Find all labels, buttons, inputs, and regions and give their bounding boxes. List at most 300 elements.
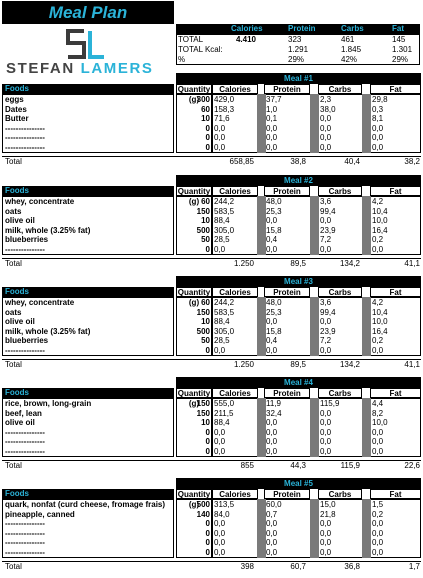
food-fat: 4,2 — [372, 298, 384, 307]
total-protein: 60,7 — [290, 562, 306, 571]
food-calories: 0,0 — [214, 528, 226, 538]
meal-total-row — [2, 359, 421, 370]
food-quantity[interactable]: 0 — [205, 519, 210, 528]
food-protein: 0,0 — [266, 519, 278, 528]
calories-header: Calories — [212, 84, 258, 94]
summary-row-kcal — [176, 45, 420, 55]
food-quantity[interactable]: 0 — [205, 133, 210, 142]
food-fat: 0,0 — [372, 133, 384, 142]
total-label: Total — [5, 259, 22, 268]
summary-value: 29% — [392, 55, 409, 64]
food-calories: 0,0 — [214, 446, 226, 456]
food-calories: 0,0 — [214, 142, 226, 152]
food-quantity[interactable]: 60 — [201, 298, 210, 307]
food-row — [2, 235, 421, 244]
food-fat: 10,0 — [372, 216, 388, 225]
food-fat: 0,2 — [372, 509, 384, 519]
protein-header: Protein — [264, 489, 310, 499]
qty-header: Quantity (g) — [177, 85, 211, 104]
title-bar — [2, 1, 174, 24]
food-fat: 0,0 — [372, 123, 384, 133]
food-carbs: 23,9 — [320, 225, 336, 235]
fat-header: Fat — [370, 84, 421, 94]
food-row — [2, 418, 421, 427]
total-carbs: 134,2 — [339, 259, 360, 268]
food-carbs: 0,0 — [320, 123, 332, 133]
food-quantity[interactable]: 0 — [205, 123, 210, 133]
food-quantity[interactable]: 50 — [201, 336, 210, 345]
food-row — [2, 529, 421, 538]
food-quantity[interactable]: 50 — [201, 235, 210, 244]
food-name[interactable]: --------------- — [5, 142, 45, 152]
summary-value: 1.291 — [288, 45, 309, 54]
food-protein: 0,0 — [266, 446, 278, 456]
food-quantity[interactable]: 60 — [201, 104, 210, 114]
food-quantity[interactable]: 500 — [196, 225, 210, 235]
food-fat: 8,2 — [372, 408, 384, 418]
food-calories: 305,0 — [214, 326, 235, 336]
food-fat: 0,2 — [372, 235, 384, 244]
food-protein: 0,7 — [266, 509, 278, 519]
food-row — [2, 133, 421, 142]
total-protein: 38,8 — [290, 157, 306, 166]
calories-header: Calories — [212, 287, 258, 297]
protein-header: Protein — [264, 186, 310, 196]
food-name[interactable]: Dates — [5, 104, 27, 114]
brand-name-left: STEFAN — [6, 60, 75, 77]
brand-logo — [2, 24, 174, 76]
food-protein: 0,0 — [266, 437, 278, 446]
food-protein: 0,0 — [266, 547, 278, 557]
meal-total-row — [2, 258, 421, 269]
qty-header: Quantity (g) — [177, 389, 211, 408]
food-protein: 0,0 — [266, 528, 278, 538]
total-fat: 22,6 — [404, 461, 420, 470]
food-name[interactable]: Butter — [5, 114, 29, 123]
food-row — [2, 447, 421, 456]
foods-header: Foods — [2, 186, 174, 196]
food-name[interactable]: --------------- — [5, 123, 45, 133]
food-name[interactable]: blueberries — [5, 235, 49, 244]
summary-label: TOTAL — [178, 35, 204, 44]
meal-block-4 — [2, 377, 421, 477]
summary-value: 323 — [288, 35, 302, 44]
total-label: Total — [5, 360, 22, 369]
food-carbs: 0,0 — [320, 538, 332, 547]
food-protein: 0,0 — [266, 317, 278, 326]
meal-title: Meal #3 — [176, 276, 421, 287]
total-fat: 1,7 — [408, 562, 420, 571]
food-name[interactable]: --------------- — [5, 528, 45, 538]
foods-header: Foods — [2, 287, 174, 297]
food-calories: 244,2 — [214, 197, 235, 206]
summary-header-fat: Fat — [392, 24, 404, 33]
food-row — [2, 124, 421, 133]
food-calories: 429,0 — [214, 95, 235, 104]
food-carbs: 3,6 — [320, 298, 332, 307]
food-fat: 16,4 — [372, 225, 388, 235]
food-name[interactable]: oats — [5, 307, 22, 317]
food-fat: 10,0 — [372, 317, 388, 326]
food-row — [2, 336, 421, 345]
food-name[interactable]: milk, whole (3.25% fat) — [5, 326, 91, 336]
food-fat: 10,0 — [372, 418, 388, 427]
food-protein: 0,4 — [266, 336, 278, 345]
food-protein: 25,3 — [266, 206, 282, 216]
meal-total-row — [2, 460, 421, 471]
food-name[interactable]: --------------- — [5, 519, 45, 528]
food-name[interactable]: --------------- — [5, 538, 45, 547]
food-fat: 0,3 — [372, 104, 384, 114]
food-fat: 0,0 — [372, 446, 384, 456]
protein-header: Protein — [264, 287, 310, 297]
total-label: Total — [5, 461, 22, 470]
food-row — [2, 548, 421, 557]
food-name[interactable]: olive oil — [5, 418, 35, 427]
qty-header: Quantity (g) — [177, 490, 211, 509]
food-quantity[interactable]: 0 — [205, 538, 210, 547]
food-carbs: 0,0 — [320, 547, 332, 557]
food-row — [2, 327, 421, 336]
food-fat: 0,0 — [372, 437, 384, 446]
food-name[interactable]: pineapple, canned — [5, 509, 75, 519]
food-name[interactable]: eggs — [5, 95, 24, 104]
food-protein: 0,0 — [266, 427, 278, 437]
summary-value: 1.845 — [341, 45, 362, 54]
food-calories: 71,6 — [214, 114, 230, 123]
food-name[interactable]: --------------- — [5, 427, 45, 437]
food-calories: 0,0 — [214, 244, 226, 254]
food-carbs: 0,0 — [320, 142, 332, 152]
food-name[interactable]: --------------- — [5, 133, 45, 142]
food-fat: 0,0 — [372, 345, 384, 355]
total-protein: 89,5 — [290, 259, 306, 268]
food-protein: 0,0 — [266, 345, 278, 355]
food-carbs: 0,0 — [320, 114, 332, 123]
food-calories: 313,5 — [214, 500, 235, 509]
food-carbs: 2,3 — [320, 95, 332, 104]
food-name[interactable]: rice, brown, long-grain — [5, 399, 92, 408]
food-row — [2, 346, 421, 355]
food-calories: 88,4 — [214, 317, 230, 326]
food-carbs: 21,8 — [320, 509, 336, 519]
food-carbs: 0,0 — [320, 345, 332, 355]
food-row — [2, 105, 421, 114]
food-calories: 0,0 — [214, 133, 226, 142]
meal-block-2 — [2, 175, 421, 275]
food-protein: 0,0 — [266, 244, 278, 254]
qty-header: Quantity (g) — [177, 187, 211, 206]
food-row — [2, 510, 421, 519]
total-fat: 41,1 — [404, 259, 420, 268]
food-quantity[interactable]: 150 — [196, 206, 210, 216]
total-protein: 89,5 — [290, 360, 306, 369]
food-protein: 1,0 — [266, 104, 278, 114]
food-row — [2, 409, 421, 418]
food-quantity[interactable]: 150 — [196, 399, 210, 408]
food-fat: 0,0 — [372, 142, 384, 152]
food-calories: 28,5 — [214, 336, 230, 345]
summary-header — [176, 24, 420, 34]
food-fat: 10,4 — [372, 307, 388, 317]
food-fat: 0,0 — [372, 427, 384, 437]
total-calories: 398 — [240, 562, 254, 571]
qty-header: Quantity (g) — [177, 288, 211, 307]
food-quantity[interactable]: 0 — [205, 244, 210, 254]
summary-value: 461 — [341, 35, 355, 44]
food-protein: 11,9 — [266, 399, 281, 408]
meal-block-1 — [2, 73, 421, 173]
food-name[interactable]: --------------- — [5, 446, 45, 456]
protein-header: Protein — [264, 84, 310, 94]
food-quantity[interactable]: 500 — [196, 500, 210, 509]
food-carbs: 3,6 — [320, 197, 332, 206]
total-carbs: 115,9 — [340, 461, 360, 470]
total-label: Total — [5, 157, 22, 166]
meal-total-row — [2, 156, 421, 167]
food-calories: 0,0 — [214, 519, 226, 528]
food-calories: 28,5 — [214, 235, 230, 244]
food-carbs: 0,0 — [320, 446, 332, 456]
food-fat: 0,0 — [372, 519, 384, 528]
carbs-header: Carbs — [318, 186, 362, 196]
food-quantity[interactable]: 150 — [196, 307, 210, 317]
food-name[interactable]: --------------- — [5, 244, 45, 254]
food-name[interactable]: whey, concentrate — [5, 298, 75, 307]
food-calories: 244,2 — [214, 298, 235, 307]
food-protein: 37,7 — [266, 95, 282, 104]
food-calories: 0,0 — [214, 547, 226, 557]
food-calories: 0,0 — [214, 538, 226, 547]
food-fat: 29,8 — [372, 95, 388, 104]
food-protein: 48,0 — [266, 298, 282, 307]
food-carbs: 0,0 — [320, 437, 332, 446]
summary-value: 42% — [341, 55, 358, 64]
food-protein: 25,3 — [266, 307, 282, 317]
food-quantity[interactable]: 0 — [205, 437, 210, 446]
food-quantity[interactable]: 60 — [201, 197, 210, 206]
food-fat: 0,0 — [372, 547, 384, 557]
page-title: Meal Plan — [48, 2, 128, 22]
foods-header: Foods — [2, 388, 174, 398]
food-row — [2, 399, 421, 408]
summary-value: 4.410 — [235, 35, 256, 44]
fat-header: Fat — [370, 388, 421, 398]
food-calories: 88,4 — [214, 216, 230, 225]
food-carbs: 99,4 — [320, 206, 336, 216]
food-fat: 0,0 — [372, 528, 384, 538]
total-calories: 658,85 — [229, 157, 254, 166]
food-carbs: 0,0 — [320, 216, 332, 225]
food-row — [2, 207, 421, 216]
food-name[interactable]: --------------- — [5, 547, 45, 557]
meal-title: Meal #1 — [176, 73, 421, 84]
meal-title: Meal #5 — [176, 478, 421, 489]
meal-total-row — [2, 561, 421, 572]
food-row — [2, 437, 421, 446]
food-protein: 0,0 — [266, 133, 278, 142]
food-carbs: 0,0 — [320, 408, 332, 418]
food-protein: 0,0 — [266, 538, 278, 547]
food-calories: 0,0 — [214, 437, 226, 446]
summary-label: TOTAL Kcal: — [178, 45, 223, 54]
food-row — [2, 500, 421, 509]
food-row — [2, 143, 421, 152]
food-calories: 305,0 — [214, 225, 235, 235]
total-carbs: 134,2 — [339, 360, 360, 369]
food-carbs: 0,0 — [320, 133, 332, 142]
food-fat: 0,0 — [372, 538, 384, 547]
brand-name-right: LAMERS — [80, 60, 154, 77]
summary-label: % — [178, 55, 186, 64]
logo-mark-icon — [64, 29, 108, 59]
food-calories: 0,0 — [214, 427, 226, 437]
food-carbs: 0,0 — [320, 519, 332, 528]
food-fat: 4,4 — [372, 399, 384, 408]
food-name[interactable]: oats — [5, 206, 22, 216]
total-carbs: 40,4 — [344, 157, 360, 166]
food-protein: 0,0 — [266, 123, 278, 133]
food-calories: 555,0 — [214, 399, 235, 408]
food-carbs: 7,2 — [320, 235, 332, 244]
summary-value: 29% — [288, 55, 305, 64]
food-protein: 15,8 — [266, 326, 282, 336]
food-row — [2, 428, 421, 437]
food-name[interactable]: --------------- — [5, 345, 45, 355]
food-protein: 32,4 — [266, 408, 282, 418]
food-row — [2, 538, 421, 547]
food-fat: 8,1 — [372, 114, 384, 123]
food-protein: 0,1 — [266, 114, 278, 123]
total-protein: 44,3 — [290, 461, 306, 470]
food-calories: 583,5 — [214, 307, 235, 317]
summary-value: 145 — [392, 35, 406, 44]
food-name[interactable]: --------------- — [5, 437, 45, 446]
fat-header: Fat — [370, 287, 421, 297]
meal-block-5 — [2, 478, 421, 578]
food-carbs: 0,0 — [320, 317, 332, 326]
food-name[interactable]: quark, nonfat (curd cheese, fromage frais) — [5, 500, 166, 509]
food-fat: 0,2 — [372, 336, 384, 345]
food-protein: 48,0 — [266, 197, 282, 206]
food-quantity[interactable]: 0 — [205, 528, 210, 538]
calories-header: Calories — [212, 388, 258, 398]
food-protein: 0,4 — [266, 235, 278, 244]
carbs-header: Carbs — [318, 388, 362, 398]
total-label: Total — [5, 562, 22, 571]
food-carbs: 0,0 — [320, 244, 332, 254]
total-calories: 1.250 — [233, 360, 254, 369]
food-row — [2, 519, 421, 528]
food-calories: 0,0 — [214, 123, 226, 133]
food-quantity[interactable]: 140 — [196, 509, 210, 519]
summary-header-carbs: Carbs — [341, 24, 364, 33]
food-carbs: 0,0 — [320, 427, 332, 437]
food-row — [2, 226, 421, 235]
food-row — [2, 95, 421, 104]
food-calories: 0,0 — [214, 345, 226, 355]
food-name[interactable]: milk, whole (3.25% fat) — [5, 225, 91, 235]
food-carbs: 0,0 — [320, 418, 332, 427]
food-quantity[interactable]: 300 — [196, 95, 210, 104]
food-name[interactable]: blueberries — [5, 336, 49, 345]
food-carbs: 0,0 — [320, 528, 332, 538]
fat-header: Fat — [370, 186, 421, 196]
food-carbs: 23,9 — [320, 326, 336, 336]
food-calories: 211,5 — [214, 408, 234, 418]
food-carbs: 115,9 — [320, 399, 340, 408]
food-row — [2, 114, 421, 123]
summary-header-protein: Protein — [288, 24, 316, 33]
food-quantity[interactable]: 0 — [205, 427, 210, 437]
food-row — [2, 298, 421, 307]
summary-row-total — [176, 35, 420, 45]
food-carbs: 99,4 — [320, 307, 336, 317]
food-name[interactable]: olive oil — [5, 317, 35, 326]
food-protein: 0,0 — [266, 216, 278, 225]
food-quantity[interactable]: 10 — [201, 114, 210, 123]
meal-block-3 — [2, 276, 421, 376]
food-name[interactable]: whey, concentrate — [5, 197, 75, 206]
food-name[interactable]: olive oil — [5, 216, 35, 225]
food-carbs: 15,0 — [320, 500, 336, 509]
food-name[interactable]: beef, lean — [5, 408, 42, 418]
food-row — [2, 197, 421, 206]
summary-row-percent — [176, 55, 420, 65]
food-row — [2, 216, 421, 225]
food-calories: 84,0 — [214, 509, 230, 519]
food-protein: 60,0 — [266, 500, 282, 509]
total-fat: 38,2 — [404, 157, 420, 166]
food-fat: 4,2 — [372, 197, 384, 206]
food-fat: 10,4 — [372, 206, 388, 216]
food-quantity[interactable]: 0 — [205, 345, 210, 355]
meal-title: Meal #2 — [176, 175, 421, 186]
calories-header: Calories — [212, 489, 258, 499]
food-quantity[interactable]: 500 — [196, 326, 210, 336]
fat-header: Fat — [370, 489, 421, 499]
food-quantity[interactable]: 150 — [196, 408, 210, 418]
food-fat: 16,4 — [372, 326, 388, 336]
total-calories: 855 — [240, 461, 254, 470]
food-quantity[interactable]: 0 — [205, 142, 210, 152]
food-fat: 1,5 — [372, 500, 384, 509]
food-quantity[interactable]: 10 — [201, 418, 210, 427]
food-quantity[interactable]: 10 — [201, 216, 210, 225]
carbs-header: Carbs — [318, 489, 362, 499]
food-protein: 0,0 — [266, 418, 278, 427]
food-carbs: 7,2 — [320, 336, 332, 345]
food-carbs: 38,0 — [320, 104, 336, 114]
food-calories: 88,4 — [214, 418, 230, 427]
food-quantity[interactable]: 10 — [201, 317, 210, 326]
carbs-header: Carbs — [318, 84, 362, 94]
food-calories: 583,5 — [214, 206, 235, 216]
carbs-header: Carbs — [318, 287, 362, 297]
meal-title: Meal #4 — [176, 377, 421, 388]
food-row — [2, 245, 421, 254]
foods-header: Foods — [2, 84, 174, 94]
food-row — [2, 317, 421, 326]
total-calories: 1.250 — [233, 259, 254, 268]
food-quantity[interactable]: 0 — [205, 547, 210, 557]
food-protein: 0,0 — [266, 142, 278, 152]
summary-value: 1.301 — [392, 45, 413, 54]
food-calories: 158,3 — [214, 104, 235, 114]
food-quantity[interactable]: 0 — [205, 446, 210, 456]
foods-header: Foods — [2, 489, 174, 499]
protein-header: Protein — [264, 388, 310, 398]
